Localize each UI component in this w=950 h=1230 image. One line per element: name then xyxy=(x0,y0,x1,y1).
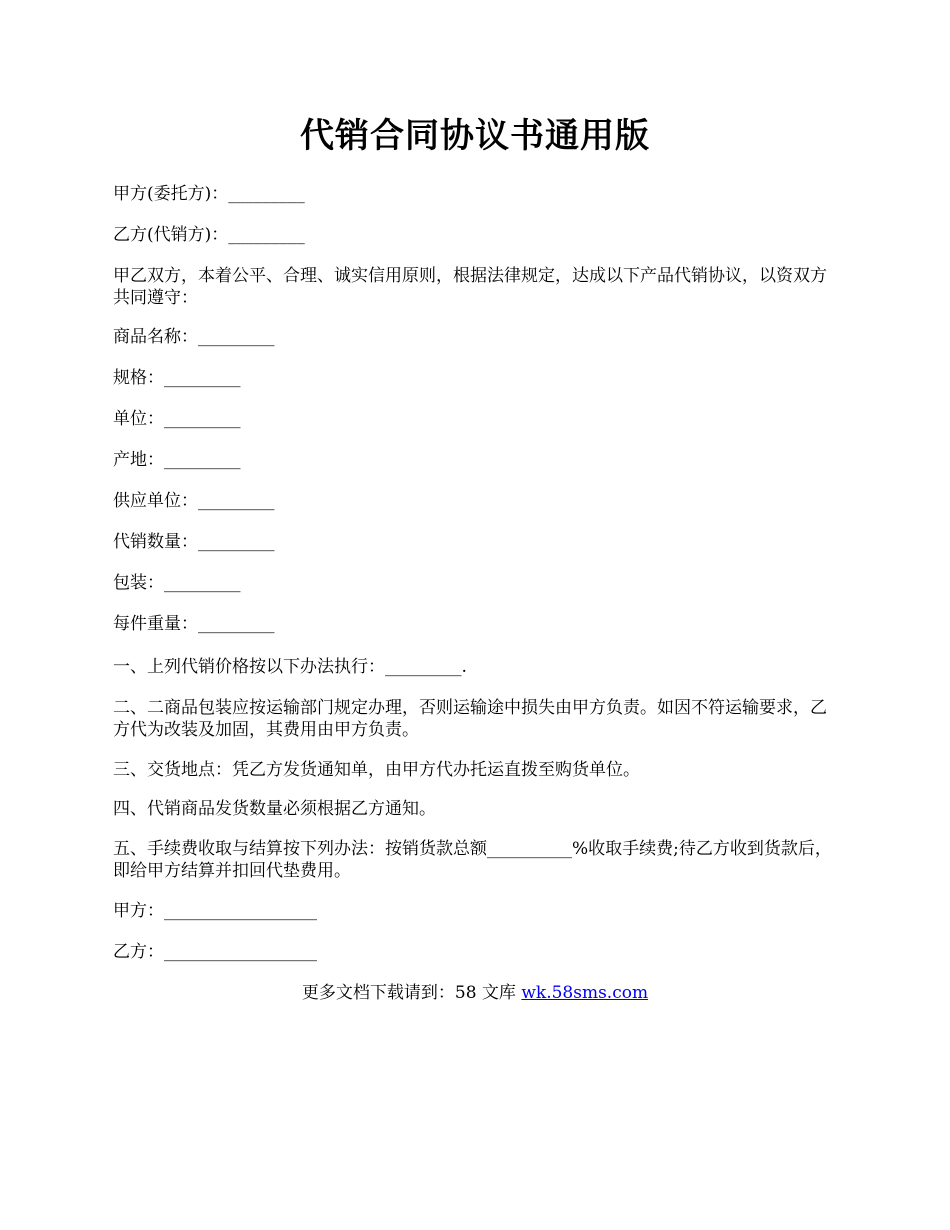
party-b-line: 乙方(代销方)：_________ xyxy=(113,225,305,245)
quantity-line: 代销数量：_________ xyxy=(113,532,275,552)
document-title: 代销合同协议书通用版 xyxy=(300,116,650,156)
weight-line: 每件重量：_________ xyxy=(113,614,275,634)
product-name-line: 商品名称：_________ xyxy=(113,327,275,347)
clause-5: 五、手续费收取与结算按下列办法：按销货款总额__________%收取手续费;待乙方收到货款后，即给甲方结算并扣回代垫费用。 xyxy=(113,839,832,881)
clause-4: 四、代销商品发货数量必须根据乙方通知。 xyxy=(113,799,436,819)
origin-line: 产地：_________ xyxy=(113,450,241,470)
footer-text: 更多文档下载请到：58 文库 xyxy=(301,983,522,1003)
packaging-line: 包装：_________ xyxy=(113,573,241,593)
party-a-line: 甲方(委托方)：_________ xyxy=(113,184,305,204)
clause-3: 三、交货地点：凭乙方发货通知单，由甲方代办托运直拨至购货单位。 xyxy=(113,760,640,780)
unit-line: 单位：_________ xyxy=(113,409,241,429)
intro-paragraph: 甲乙双方，本着公平、合理、诚实信用原则，根据法律规定，达成以下产品代销协议，以资双方共同遵守： xyxy=(113,266,827,308)
clause-2: 二、二商品包装应按运输部门规定办理，否则运输途中损失由甲方负责。如因不符运输要求，乙方代为改装及加固，其费用由甲方负责。 xyxy=(113,698,827,740)
spec-line: 规格：_________ xyxy=(113,368,241,388)
party-b-signature: 乙方：__________________ xyxy=(113,942,317,962)
party-a-signature: 甲方：__________________ xyxy=(113,901,317,921)
supplier-line: 供应单位：_________ xyxy=(113,491,275,511)
clause-1: 一、上列代销价格按以下办法执行：_________. xyxy=(113,657,467,677)
footer xyxy=(0,982,950,1004)
footer-link[interactable]: wk.58sms.com xyxy=(521,983,649,1003)
